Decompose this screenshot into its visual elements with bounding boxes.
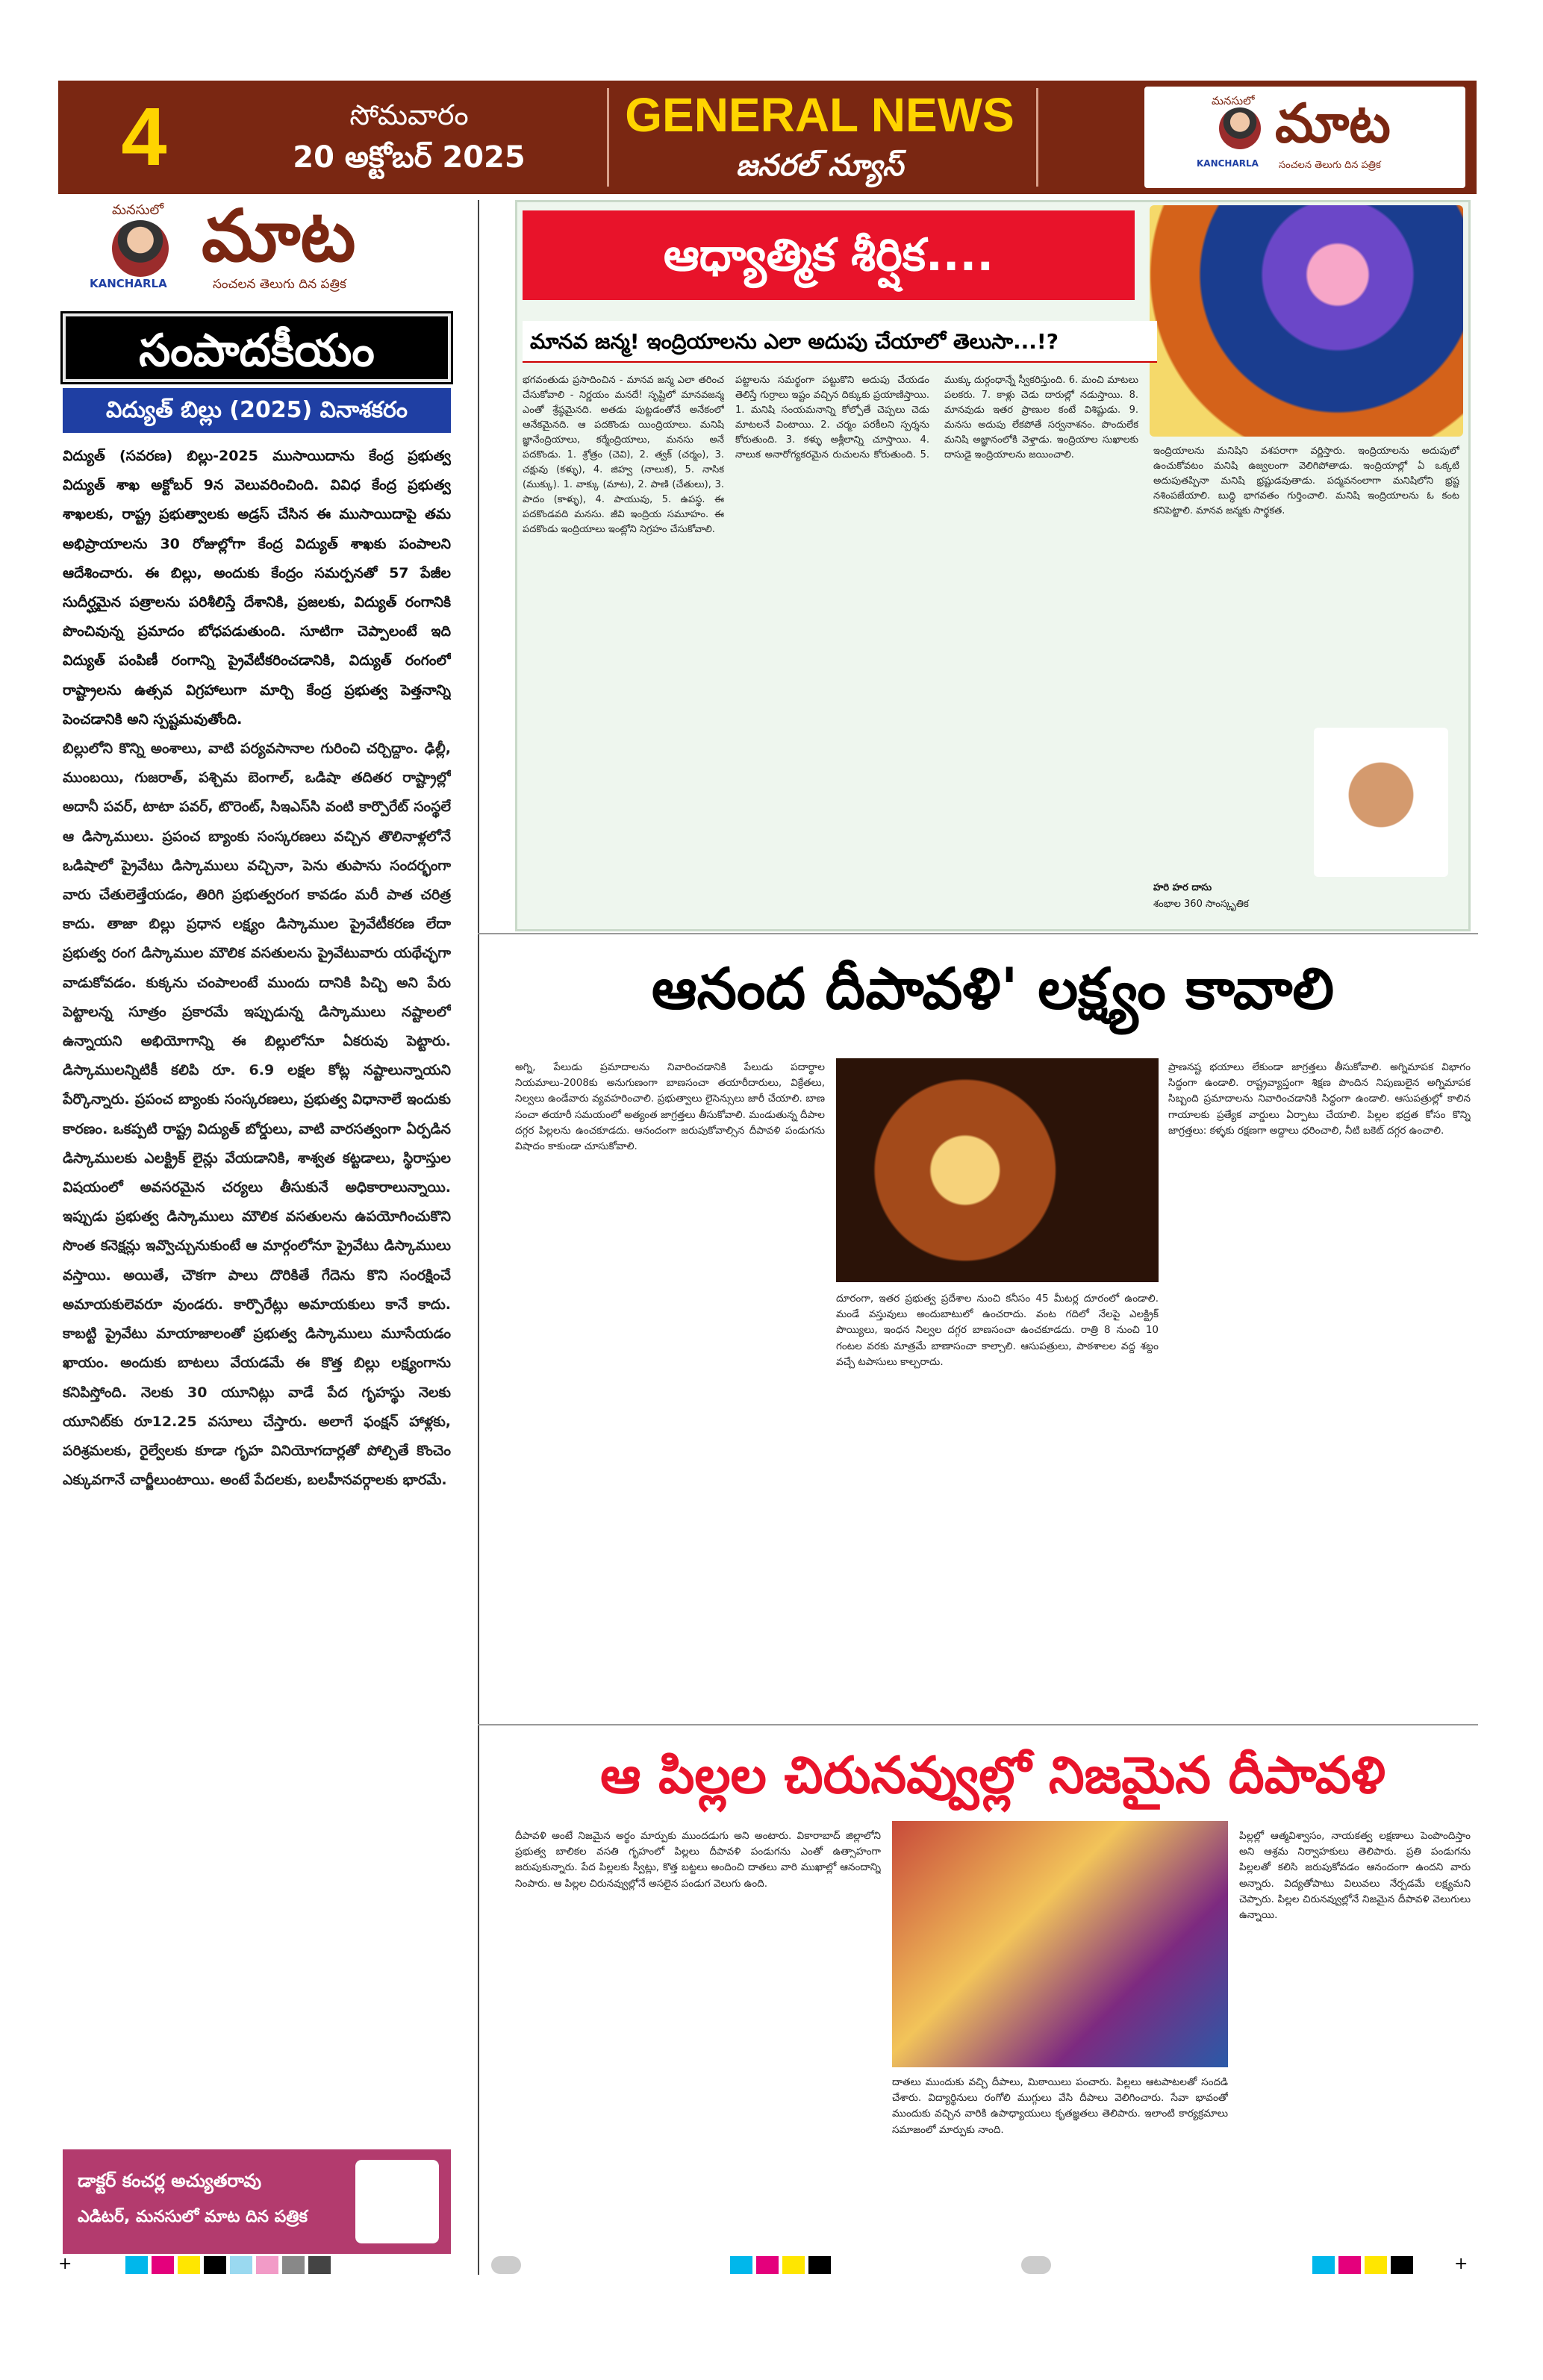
section-title-te: జనరల్ న్యూస్ bbox=[735, 149, 904, 183]
spiritual-author-photo bbox=[1314, 728, 1448, 877]
logo-brand: KANCHARLA bbox=[90, 277, 167, 290]
column-divider bbox=[478, 200, 479, 2275]
color-swatch bbox=[152, 2256, 174, 2274]
dateline bbox=[215, 94, 603, 179]
logo-title: మాట bbox=[1275, 92, 1391, 154]
page-number: 4 bbox=[121, 91, 167, 183]
color-swatch bbox=[1365, 2256, 1387, 2274]
page-header bbox=[58, 81, 1477, 194]
logo-title: మాట bbox=[202, 194, 356, 278]
spiritual-byline-name: హరి హర దాసు bbox=[1153, 882, 1212, 893]
founder-avatar bbox=[1219, 107, 1261, 149]
editorial-text: బిల్లులోని కొన్ని అంశాలు, వాటి పర్యవసానాల గురించి చర్చిద్దాం. ఢిల్లీ, ముంబయి, గుజరాత్, పశ్చిమ బెంగాల్, ఒడిషా తదితర రాష్ట్రాల్లో అదానీ పవర్, టాటా పవర్, టొరెంట్, సిఇఎస్‌సి వంటి కార్పొరేట్ సంస్థలే ఆ డిస్కాములు. ప్రపంచ బ్యాంకు సంస్కరణలు వచ్చిన తొలినాళ్లలోనే ఒడిషాలో ప్రైవేటు డిస్కాములు వచ్చినా, పెను తుపాను సందర్భంగా వారు చేతులెత్తేయడం, తిరిగి ప్రభుత్వరంగ కావడం మరీ పాత చరిత్ర కాదు. తాజా బిల్లు ప్రధాన లక్ష్యం డిస్కాముల ప్రైవేటీకరణ లేదా ప్రభుత్వ రంగ డిస్కాముల మౌలిక వసతులను ప్రైవేటువారు యథేచ్ఛగా వాడుకోవడం. కుక్కను చంపాలంటే ముందు దానికి పిచ్చి అని పేరు పెట్టాలన్న సూత్రం ప్రకారమే ఇప్పుడున్న డిస్కాములు నష్టాలలో ఉన్నాయని అభియోగాన్ని ఈ బిల్లులోనూ ఏకరువు పెట్టారు. డిస్కాములన్నిటికీ కలిపి రూ. 6.9 లక్షల కోట్ల నష్టాలున్నాయని పేర్కొన్నారు. ప్రపంచ బ్యాంకు సంస్కరణలు, ప్రభుత్వ విధానాలే ఇందుకు కారణం. ఒకప్పటి రాష్ట్ర విద్యుత్ బోర్డులు, వాటి వారసత్వంగా ఏర్పడిన డిస్కాములకు ఎలక్ట్రిక్ లైన్లు వేయడానికి, శాశ్వత కట్టడాలు, స్థిరాస్తుల విషయంలో అవసరమైన చర్యలు తీసుకునే అధికారాలున్నాయి. ఇప్పుడు ప్రభుత్వ డిస్కాములు మౌలిక వసతులను ఉపయోగించుకొని సొంత కనెక్షన్లు ఇవ్వొచ్చునుకుంటే ఆ మార్గంలోనూ ప్రైవేటు డిస్కాములు వస్తాయి. అయితే, చౌకగా పాలు దొరికితే గేదెను కొని సంరక్షించే అమాయకులెవరూ వుండరు. కార్పొరేట్లు అమాయకులు కానే కాదు. కాబట్టి ప్రైవేటు మాయాజాలంతో ప్రభుత్వ డిస్కాములు మూసేయడం ఖాయం. అందుకు బాటలు వేయడమే ఈ కొత్త బిల్లు లక్ష్యంగాను కనిపిస్తోంది. నెలకు 30 యూనిట్లు వాడే పేద గృహస్థు నెలకు యూనిట్‌కు రూ12.25 వసూలు చేస్తారు. అలాగే ఫంక్షన్ హాళ్లకు, పరిశ్రమలకు, రైల్వేలకు కూడా గృహ వినియోగదార్లతో పోల్చితే కొంచెం ఎక్కువగానే చార్జీలుంటాయి. అంటే పేదలకు, బలహీనవర్గాలకు భారమే. bbox=[63, 740, 451, 1489]
color-swatch bbox=[1391, 2256, 1413, 2274]
author-title: ఎడిటర్, మనసులో మాట దిన పత్రిక bbox=[78, 2208, 308, 2226]
spiritual-byline-sub: శంభాల 360 సాంస్కృతిక bbox=[1153, 899, 1249, 910]
color-swatch bbox=[282, 2256, 305, 2274]
color-swatch bbox=[491, 2256, 521, 2274]
deepavali-col-3: ప్రాణనష్ట భయాలు లేకుండా జాగ్రత్తలు తీసుకోవాలి. అగ్నిమాపక విభాగం సిద్ధంగా ఉండాలి. రాష్ట్రవ్యాప్తంగా శిక్షణ పొందిన నిపుణులైన అగ్నిమాపక సిబ్బంది ప్రమాదాలను నివారించడానికి సిద్ధంగా ఉండాలి. ఆసుపత్రుల్లో కాలిన గాయాలకు ప్రత్యేక వార్డులు ఏర్పాటు చేయాలి. పిల్లల భద్రత కోసం కొన్ని జాగ్రత్తలు: కళ్ళకు రక్షణగా అద్దాలు ధరించాలి, నీటి బకెట్ దగ్గర ఉంచాలి. bbox=[1168, 1061, 1471, 1137]
color-swatch bbox=[1338, 2256, 1361, 2274]
registration-cross-icon: + bbox=[58, 2255, 72, 2273]
color-swatch bbox=[1021, 2256, 1051, 2274]
deepavali-col-1: అగ్ని, పేలుడు ప్రమాదాలను నివారించడానికి పేలుడు పదార్థాల నియమాలు-2008కు అనుగుణంగా బాణసంచా తయారీదారులు, విక్రేతలు, నిల్వలు ఉండేవారు వ్యవహరించాలి. ప్రభుత్వాలు లైసెన్సులు జారీ చేయాలి. బాణ సంచా తయారీ సమయంలో అత్యంత జాగ్రత్తలు తీసుకోవాలి. మండుతున్న దీపాల దగ్గర పిల్లలను ఉంచకూడదు. ఆనందంగా జరుపుకోవాల్సిన దీపావళి పండుగను విషాదం కాకుండా చూసుకోవాలి. bbox=[515, 1061, 825, 1153]
children-col-1: దీపావళి అంటే నిజమైన అర్థం మార్పుకు ముందడుగు అని అంటారు. వికారాబాద్ జిల్లాలోని ప్రభుత్వ బాలికల వసతి గృహంలో పిల్లలు దీపావళి పండుగను ఎంతో ఉత్సాహంగా జరుపుకున్నారు. పేద పిల్లలకు స్వీట్లు, కొత్త బట్టలు అందించి దాతలు వారి ముఖాల్లో ఆనందాన్ని నింపారు. ఆ పిల్లల చిరునవ్వుల్లోనే అసలైన పండుగ వెలుగు ఉంది. bbox=[515, 1830, 881, 1890]
editorial-logo bbox=[75, 194, 448, 295]
spiritual-col-2: పట్టాలను సమర్థంగా పట్టుకొని అదుపు చేయడం తెలిస్తే గుర్రాలు ఇష్టం వచ్చిన దిక్కుకు ప్రయాణిస్తాయి. 1. మనిషి సంయమనాన్ని కోల్పోతే చెప్పలు చెడు మాటలనే వింటాయి. 2. చర్మం పరకీలని స్పర్శను కోరుతుంది. 3. కళ్ళు అశ్లీలాన్ని చూస్తాయి. 4. నాలుక అనారోగ్యకరమైన రుచులను కోరుతుంది. 5. ముక్కు దుర్గంధాన్నే స్వీకరిస్తుంది. 6. మంచి మాటలు పలకరు. 7. కాళ్లు చెడు దారుల్లో నడుస్తాయి. 8. మానవుడు ఇతర ప్రాణుల కంటే విశిష్టుడు. 9. మనసు అదుపు లేకపోతే సర్వనాశనం. పొందులేక మనిషి అజ్ఞానంలోకి వెళ్తాడు. ఇంద్రియాల సుఖాలకు దాసుడై ఇంద్రియాలను జయించాలి. bbox=[735, 375, 1138, 460]
color-swatch bbox=[125, 2256, 148, 2274]
header-divider bbox=[1036, 88, 1038, 187]
color-swatch bbox=[756, 2256, 779, 2274]
author-name: డాక్టర్ కంచర్ల అచ్యుతరావు bbox=[78, 2170, 262, 2191]
editorial-banner: సంపాదకీయం bbox=[63, 313, 451, 382]
color-swatch bbox=[308, 2256, 331, 2274]
logo-tagline: సంచలన తెలుగు దిన పత్రిక bbox=[1279, 160, 1381, 171]
deepavali-headline: ఆనంద దీపావళి' లక్ష్యం కావాలి bbox=[651, 955, 1335, 1022]
section-divider bbox=[478, 1724, 1478, 1725]
editorial-headline: విద్యుత్ బిల్లు (2025) వినాశకరం bbox=[63, 388, 451, 433]
krishna-image bbox=[1150, 205, 1463, 437]
date-label: 20 అక్టోబర్ 2025 bbox=[293, 140, 526, 175]
children-col-2: దాతలు ముందుకు వచ్చి దీపాలు, మిఠాయిలు పంచారు. పిల్లలు ఆటపాటలతో సందడి చేశారు. విద్యార్థినులు రంగోలి ముగ్గులు వేసి దీపాలు వెలిగించారు. సేవా భావంతో ముందుకు వచ్చిన వారికి ఉపాధ్యాయులు కృతజ్ఞతలు తెలిపారు. ఇలాంటి కార్యక్రమాలు సమాజంలో మార్పుకు నాంది. bbox=[892, 2076, 1228, 2136]
day-label: సోమవారం bbox=[349, 99, 469, 131]
color-swatch bbox=[178, 2256, 200, 2274]
color-swatch bbox=[230, 2256, 252, 2274]
logo-brand: KANCHARLA bbox=[1197, 158, 1259, 169]
color-swatch bbox=[256, 2256, 278, 2274]
children-col-3: పిల్లల్లో ఆత్మవిశ్వాసం, నాయకత్వ లక్షణాలు పెంపొందిస్తాం అని ఆశ్రమ నిర్వాహకులు తెలిపారు. ప్రతి పండుగను పిల్లలతో కలిసి జరుపుకోవడం ఆనందంగా ఉందని వారు అన్నారు. విద్యతోపాటు విలువలు నేర్పడమే లక్ష్యమని చెప్పారు. పిల్లల చిరునవ్వుల్లోనే నిజమైన దీపావళి వెలుగులు ఉన్నాయి. bbox=[1239, 1830, 1471, 1922]
editorial-body bbox=[63, 442, 451, 2211]
children-photo bbox=[892, 1821, 1228, 2067]
spiritual-col-3: ఇంద్రియాలను మనిషిని వశపరాగా వర్ణిస్తారు. ఇంద్రియాలను అదుపులో ఉంచుకోవటం మనిషి ఉజ్వలంగా వెలిగిపోతాడు. ఇంద్రియాల్లో ఏ ఒక్కటి అదుపుతప్పినా మనిషి భ్రష్టుడవుతాడు. పద్మవనంలాగా మనిషిలోని భ్రష్ట నశింపజేయాలి. బుద్ధి భాగవతం గుర్తించాలి. మనిషి ఇంద్రియాలను ఓ కంట కనిపెట్టాలి. మానవ జన్మకు సార్థకత. bbox=[1153, 446, 1459, 516]
spiritual-title: ఆధ్యాత్మిక శీర్షిక.... bbox=[523, 210, 1135, 300]
masthead-logo[interactable] bbox=[1144, 87, 1465, 188]
deepavali-col-2: దూరంగా, ఇతర ప్రభుత్వ ప్రదేశాల నుంచి కనీసం 45 మీటర్ల దూరంలో ఉండాలి. మండే వస్తువులు అందుబాటులో ఉంచరాదు. వంట గదిలో నేలపై ఎలక్ట్రిక్ పొయ్యిలు, ఇంధన నిల్వల దగ్గర బాణసంచా ఉంచకూడదు. రాత్రి 8 నుంచి 10 గంటల వరకు మాత్రమే బాణాసంచా కాల్చాలి. ఆసుపత్రులు, పాఠశాలల వద్ద శబ్దం వచ్చే టపాసులు కాల్చరాదు. bbox=[836, 1293, 1159, 1368]
author-photo bbox=[355, 2160, 439, 2243]
spiritual-subtitle: మానవ జన్మ! ఇంద్రియాలను ఎలా అదుపు చేయాలో తెలుసా...!? bbox=[523, 321, 1157, 363]
color-swatch bbox=[808, 2256, 831, 2274]
children-headline: ఆ పిల్లల చిరునవ్వుల్లో నిజమైన దీపావళి bbox=[600, 1746, 1385, 1805]
registration-cross-icon: + bbox=[1454, 2255, 1468, 2273]
logo-top: మనసులో bbox=[1212, 94, 1255, 107]
founder-avatar bbox=[112, 220, 169, 277]
print-marks bbox=[58, 2254, 1477, 2276]
color-swatch bbox=[204, 2256, 226, 2274]
editorial-byline bbox=[63, 2149, 451, 2254]
deepavali-photo bbox=[836, 1058, 1159, 1282]
editorial-intro: విద్యుత్ (సవరణ) బిల్లు-2025 ముసాయిదాను కేంద్ర ప్రభుత్వ విద్యుత్ శాఖ అక్టోబర్ 9న వెలువరించింది. వివిధ కేంద్ర ప్రభుత్వ శాఖలకు, రాష్ట్ర ప్రభుత్వాలకు అడ్రస్ చేసిన ఈ ముసాయిదాపై తమ అభిప్రాయాలను 30 రోజుల్లోగా కేంద్ర విద్యుత్ శాఖకు పంపాలని ఆదేశించారు. ఈ బిల్లు, అందుకు కేంద్రం సమర్పనతో 57 పేజీల సుదీర్ఘమైన పత్రాలను పరిశీలిస్తే దేశానికి, ప్రజలకు, విద్యుత్ రంగానికి పొంచివున్న ప్రమాదం బోధపడుతుంది. సూటిగా చెప్పాలంటే ఇది విద్యుత్ పంపిణీ రంగాన్ని ప్రైవేటీకరించడానికి, విద్యుత్ రంగంలో రాష్ట్రాలను ఉత్సవ విగ్రహాలుగా మార్చి కేంద్ర ప్రభుత్వ పెత్తనాన్ని పెంచడానికి అని స్పష్టమవుతోంది. bbox=[63, 448, 451, 728]
spiritual-col-1: భగవంతుడు ప్రసాదించిన - మానవ జన్మ ఎలా తరించ చేసుకోవాలి - నిర్ణయం మనదే! సృష్టిలో మానవజన్మ ఎంతో శ్రేష్ఠమైనది. అతడు పుట్టడంతోనే అనేకంలో ఆనేకమైనది. ఆ పదకొండు యింద్రియాలు. మనిషి జ్ఞానేంద్రియాలు, కర్మేంద్రియాలు, మనసు అనే పదకొండు. 1. శ్రోత్రం (చెవి), 2. త్వక్ (చర్మం), 3. చక్షువు (కళ్ళు), 4. జిహ్వ (నాలుక), 5. నాసిక (ముక్కు). 1. వాక్కు (మాట), 2. పాణి (చేతులు), 3. పాదం (కాళ్ళు), 4. పాయువు, 5. ఉపస్థ. ఈ పదకొండవది మనసు. జీవి ఇంద్రియ సమూహం. ఈ పదకొండు ఇంద్రియాలు ఇంట్లోని నిగ్రహం చేసుకోవాలి. bbox=[523, 375, 724, 535]
section-divider bbox=[478, 933, 1478, 934]
color-swatch bbox=[782, 2256, 805, 2274]
section-title-en: GENERAL NEWS bbox=[625, 88, 1014, 142]
logo-tagline: సంచలన తెలుగు దిన పత్రిక bbox=[213, 277, 346, 292]
color-swatch bbox=[730, 2256, 752, 2274]
color-swatch bbox=[1312, 2256, 1335, 2274]
logo-top: మనసులో bbox=[112, 202, 164, 218]
